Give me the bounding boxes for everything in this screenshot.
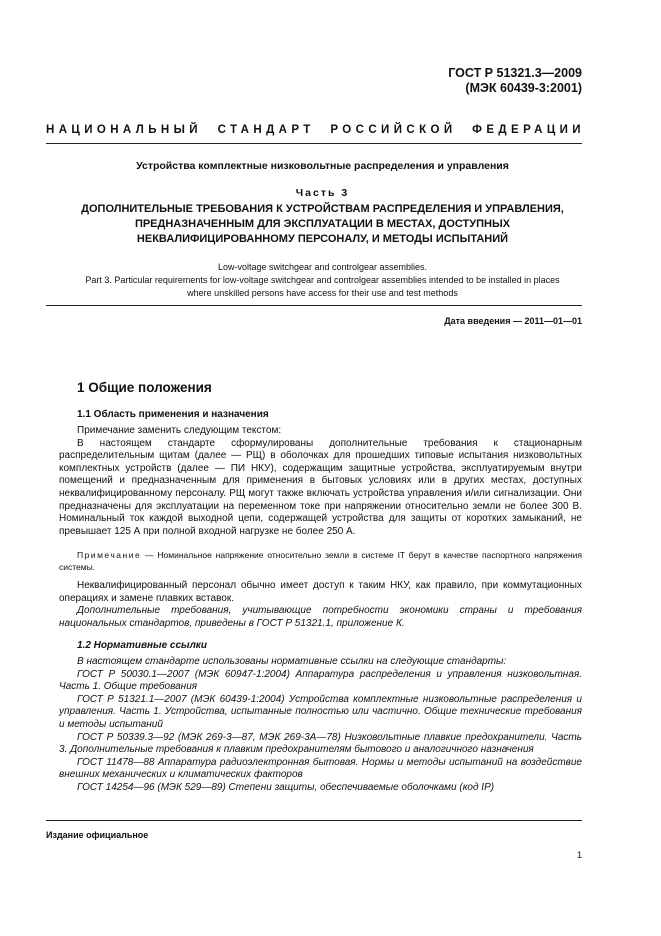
banner-word: НАЦИОНАЛЬНЫЙ bbox=[46, 124, 202, 136]
section-heading: 1 Общие положения bbox=[77, 380, 212, 395]
note-label: Примечание bbox=[77, 550, 142, 560]
title-line: НЕКВАЛИФИЦИРОВАННОМУ ПЕРСОНАЛУ, И МЕТОДЫ ИСПЫТАНИЙ bbox=[136, 233, 509, 245]
subsection-heading: 1.1 Область применения и назначения bbox=[77, 409, 269, 420]
title-line: ДОПОЛНИТЕЛЬНЫЕ ТРЕБОВАНИЯ К УСТРОЙСТВАМ РАСПРЕДЕЛЕНИЯ И УПРАВЛЕНИЯ, bbox=[81, 203, 564, 215]
english-title bbox=[40, 261, 605, 300]
document-title bbox=[40, 202, 605, 247]
banner-word: СТАНДАРТ bbox=[217, 124, 315, 136]
title-rule bbox=[46, 305, 582, 306]
national-standard-banner bbox=[46, 124, 585, 136]
personnel-text bbox=[59, 580, 582, 630]
part-label: Часть 3 bbox=[295, 187, 350, 199]
document-subtitle: Устройства комплектные низковольтные распределения и управления bbox=[136, 160, 509, 172]
iec-code: (МЭК 60439-3:2001) bbox=[465, 81, 582, 95]
english-title-line: Part 3. Particular requirements for low-voltage switchgear and controlgear assemblies intended to be installed in places bbox=[85, 275, 560, 285]
reference-item: ГОСТ Р 51321.1—2007 (МЭК 60439-1:2004) Устройства комплектные низковольтные распределения и управления. Часть 1. Устройства, испытанные полностью или частично. Общие технические требования и методы испытаний bbox=[59, 693, 582, 730]
banner-word: ФЕДЕРАЦИИ bbox=[472, 124, 585, 136]
reference-item: ГОСТ Р 50339.3—92 (МЭК 269-3—87, МЭК 269-3А—78) Низковольтные плавкие предохранители. Часть 3. Дополнительные требования к плавким предохранителям бытового и аналогичного назначения bbox=[59, 731, 582, 756]
paragraph: Дополнительные требования, учитывающие потребности экономики страны и требования национальных стандартов, приведены в ГОСТ Р 51321.1, приложение К. bbox=[59, 605, 582, 629]
standard-code: ГОСТ Р 51321.3—2009 bbox=[448, 66, 582, 80]
banner-rule bbox=[46, 143, 582, 144]
references-list bbox=[59, 656, 582, 795]
english-title-line: Low-voltage switchgear and controlgear assemblies. bbox=[217, 262, 428, 272]
page-number: 1 bbox=[576, 850, 582, 860]
banner-word: РОССИЙСКОЙ bbox=[330, 124, 457, 136]
english-title-line: where unskilled persons have access for their use and test methods bbox=[187, 288, 458, 298]
edition-label: Издание официальное bbox=[46, 830, 149, 840]
footer-rule bbox=[46, 820, 582, 821]
paragraph: Примечание заменить следующим текстом: bbox=[77, 425, 282, 436]
paragraph: В настоящем стандарте сформулированы дополнительные требования к стационарным распределительным щитам (далее — РЩ) в оболочках для прошедших типовые испытания низковольтных комплектных устройств (далее — ПИ НКУ), содержащим защитные устройства, эксплуатируемым внутри помещений и предназначенным для применения в бытовых условиях или в других местах, доступных неквалифицированному персоналу. РЩ могут также включать устройства управления и/или сигнализации. Они предназначены для эксплуатации на переменном токе при напряжении относительно земли не более 300 В. Номинальный ток каждой выходной цепи, содержащей устройства для защиты от коротких замыканий, не превышает 125 А при полной входной нагрузке не более 250 А. bbox=[59, 437, 582, 537]
title-line: ПРЕДНАЗНАЧЕННЫМ ДЛЯ ЭКСПЛУАТАЦИИ В МЕСТАХ, ДОСТУПНЫХ bbox=[134, 218, 511, 230]
reference-item: ГОСТ 14254—96 (МЭК 529—89) Степени защиты, обеспечиваемые оболочками (код IP) bbox=[77, 781, 495, 793]
note-text: — Номинальное напряжение относительно земли в системе IT берут в качестве паспортного напряжения системы. bbox=[59, 550, 582, 572]
effective-date: Дата введения — 2011—01—01 bbox=[444, 316, 582, 326]
reference-item: ГОСТ Р 50030.1—2007 (МЭК 60947-1:2004) Аппаратура распределения и управления низковольтная. Часть 1. Общие требования bbox=[59, 668, 582, 693]
note bbox=[59, 549, 582, 573]
paragraph: Неквалифицированный персонал обычно имеет доступ к таким НКУ, как правило, при коммутационных операциях и замене плавких вставок. bbox=[59, 580, 582, 604]
reference-item: В настоящем стандарте использованы нормативные ссылки на следующие стандарты: bbox=[77, 656, 507, 667]
subsection-heading: 1.2 Нормативные ссылки bbox=[77, 640, 207, 651]
reference-item: ГОСТ 11478—88 Аппаратура радиоэлектронная бытовая. Нормы и методы испытаний на воздействие внешних механических и климатических факторов bbox=[59, 756, 582, 781]
scope-text bbox=[59, 425, 582, 538]
